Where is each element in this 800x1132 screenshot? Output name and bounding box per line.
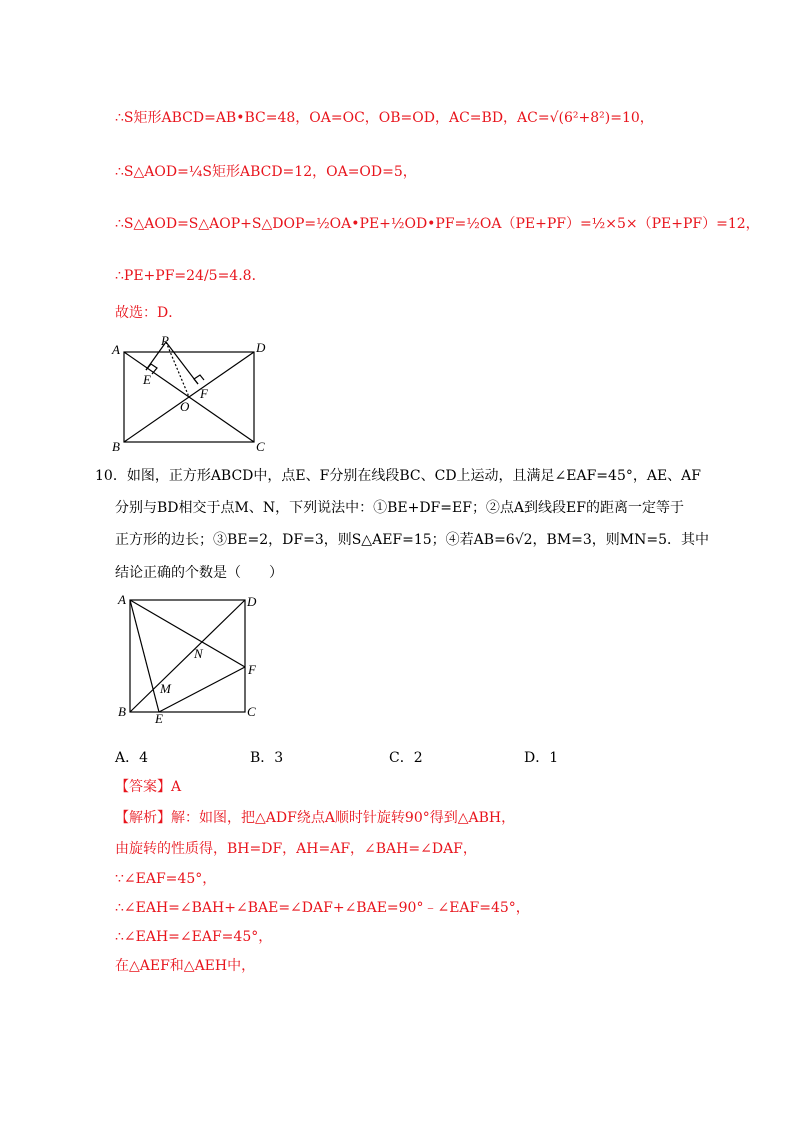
solution-line-2: ∴S△AOD=¼S矩形ABCD=12，OA=OD=5， xyxy=(115,164,417,180)
analysis-line-5: ∴∠EAH=∠EAF=45°， xyxy=(115,929,273,945)
solution-choice: 故选：D． xyxy=(115,305,183,321)
option-c[interactable]: C．2 xyxy=(389,750,423,766)
label-f: F xyxy=(200,386,208,401)
segment-af xyxy=(130,600,245,667)
label-f: F xyxy=(248,662,256,677)
analysis-line-1 xyxy=(115,808,515,828)
segment-ae xyxy=(130,600,159,712)
answer-line xyxy=(115,777,181,797)
analysis-line-3: ∵∠EAF=45°， xyxy=(115,871,217,887)
question-10-line-4: 结论正确的个数是（ ） xyxy=(115,565,283,581)
analysis-text-1: 解：如图，把△ADF绕点A顺时针旋转90°得到△ABH， xyxy=(171,810,516,826)
diagonal-bd xyxy=(130,600,245,712)
analysis-line-6: 在△AEF和△AEH中， xyxy=(115,958,256,974)
label-d: D xyxy=(256,340,266,355)
label-o: O xyxy=(180,399,190,414)
question-10-line-3: 正方形的边长；③BE=2，DF=3，则S△AEF=15；④若AB=6√2，BM=3，则MN=5．其中 xyxy=(115,532,710,548)
answer-tag: 【答案】 xyxy=(115,779,171,795)
question-10-line-1: 10．如图，正方形ABCD中，点E、F分别在线段BC、CD上运动，且满足∠EAF=45°，AE、AF xyxy=(95,468,702,484)
label-b: B xyxy=(118,704,126,719)
label-p: P xyxy=(161,334,169,348)
label-b: B xyxy=(112,439,120,454)
right-angle-f xyxy=(194,375,204,384)
solution-line-1: ∴S矩形ABCD=AB•BC=48，OA=OC，OB=OD，AC=BD，AC=√(6²+8²)=10， xyxy=(115,110,654,126)
label-e: E xyxy=(143,372,151,387)
figure-square xyxy=(110,590,270,725)
analysis-line-4: ∴∠EAH=∠BAH+∠BAE=∠DAF+∠BAE=90°﹣∠EAF=45°， xyxy=(115,900,530,916)
label-n: N xyxy=(194,646,203,661)
solution-line-3: ∴S△AOD=S△AOP+S△DOP=½OA•PE+½OD•PF=½OA（PE+PF）=½×5×（PE+PF）=12， xyxy=(115,216,760,232)
option-b[interactable]: B．3 xyxy=(250,750,284,766)
segment-pf xyxy=(166,342,198,384)
label-d: D xyxy=(247,594,257,609)
label-e: E xyxy=(155,711,163,725)
analysis-line-2: 由旋转的性质得，BH=DF，AH=AF，∠BAH=∠DAF， xyxy=(115,841,477,857)
label-a: A xyxy=(118,592,126,607)
label-a: A xyxy=(112,342,120,357)
analysis-tag: 【解析】 xyxy=(115,810,171,826)
solution-line-4: ∴PE+PF=24/5=4.8． xyxy=(115,268,266,284)
option-a[interactable]: A．4 xyxy=(115,750,149,766)
answer-value: A xyxy=(171,779,182,795)
question-10-line-2: 分别与BD相交于点M、N，下列说法中：①BE+DF=EF；②点A到线段EF的距离一定等于 xyxy=(115,500,684,516)
figure-rectangle xyxy=(108,334,278,454)
label-m: M xyxy=(160,681,171,696)
label-c: C xyxy=(247,704,256,719)
label-c: C xyxy=(256,439,265,454)
segment-ef xyxy=(159,667,245,712)
option-d[interactable]: D．1 xyxy=(524,750,559,766)
